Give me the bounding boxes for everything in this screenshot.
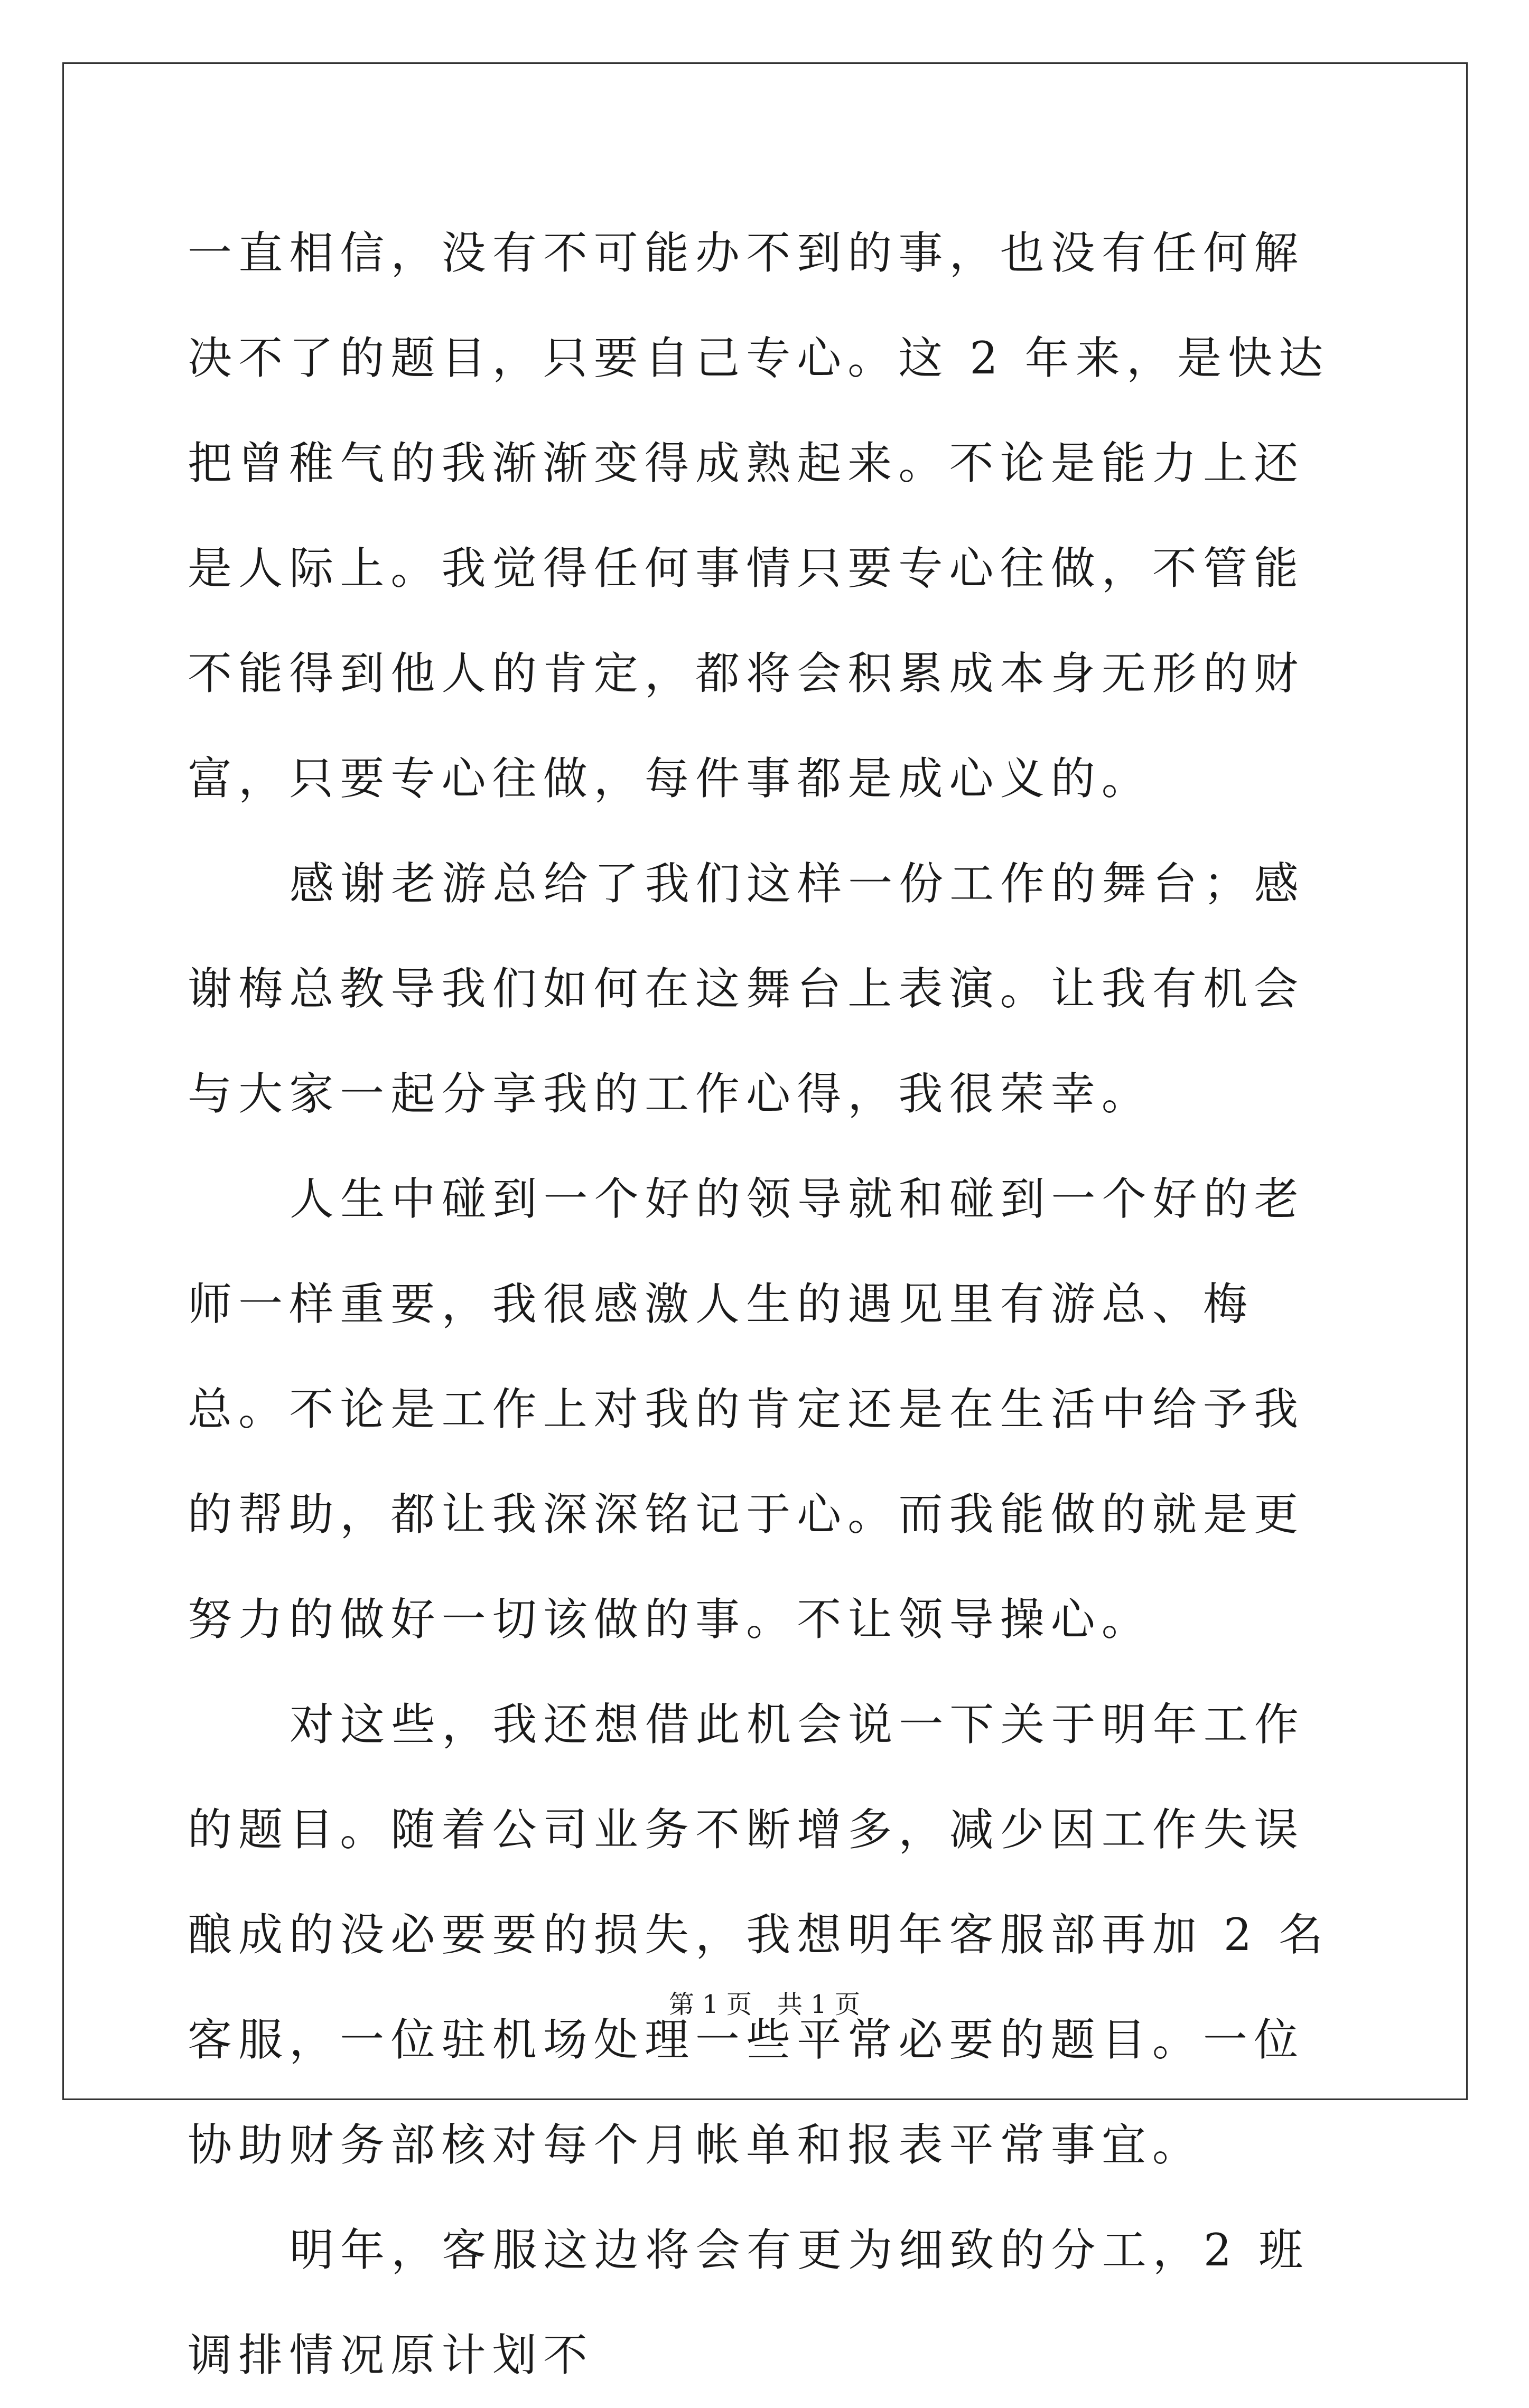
paragraph-1: 一直相信，没有不可能办不到的事，也没有任何解决不了的题目，只要自己专心。这 2 年来，是快达把曾稚气的我渐渐变得成熟起来。不论是能力上还是人际上。我觉得任何事情只要专心往做，不管能不能得到他人的肯定，都将会积累成本身无形的财富，只要专心往做，每件事都是成心义的。 [188,227,1330,804]
paragraph-4: 对这些，我还想借此机会说一下关于明年工作的题目。随着公司业务不断增多，减少因工作失误酿成的没必要要的损失，我想明年客服部再加 2 名客服，一位驻机场处理一些平常必要的题目。一位协助财务部核对每个月帐单和报表平常事宜。 [188,1699,1330,2171]
document-body [188,201,1350,2408]
page-number-footer: 第 1 页 共 1 页 [668,1990,861,2019]
paragraph-3: 人生中碰到一个好的领导就和碰到一个好的老师一样重要，我很感激人生的遇见里有游总、梅总。不论是工作上对我的肯定还是在生活中给予我的帮助，都让我深深铭记于心。而我能做的就是更努力的做好一切该做的事。不让领导操心。 [188,1173,1306,1645]
paragraph-2: 感谢老游总给了我们这样一份工作的舞台；感谢梅总教导我们如何在这舞台上表演。让我有机会与大家一起分享我的工作心得，我很荣幸。 [188,858,1306,1120]
paragraph-5: 明年，客服这边将会有更为细致的分工，2 班调排情况原计划不 [188,2224,1310,2381]
